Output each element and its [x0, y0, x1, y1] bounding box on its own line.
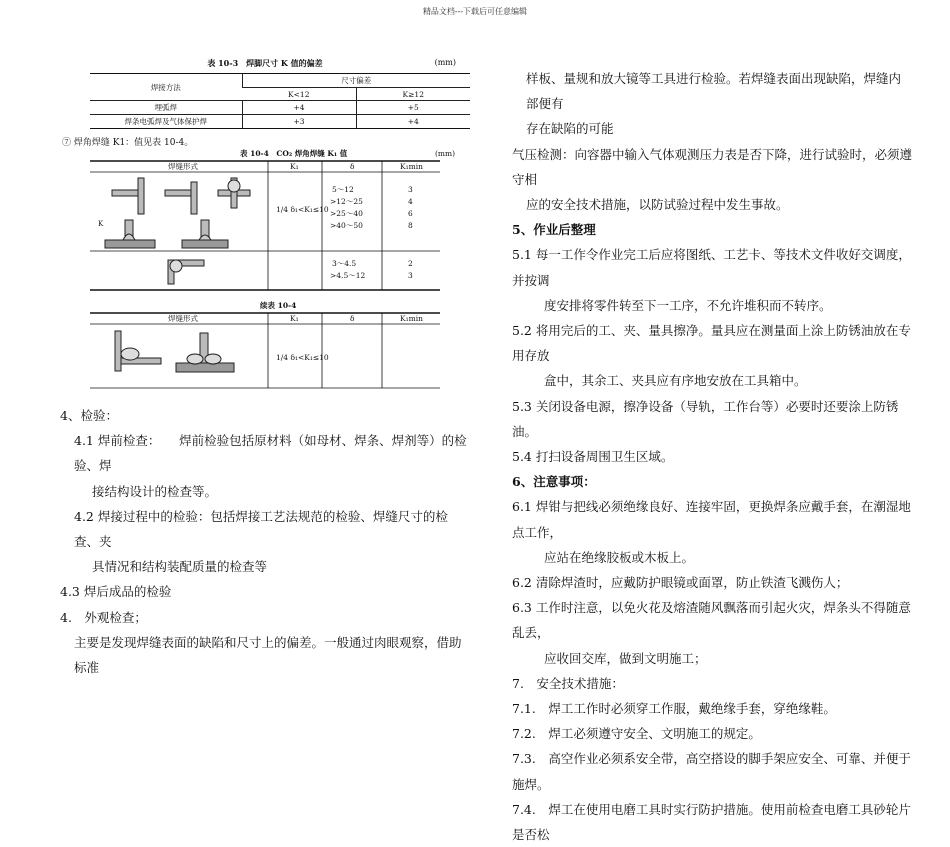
cont-header-delta: δ: [350, 314, 355, 323]
row1-kmin-3: 8: [408, 221, 413, 230]
left-line-7: 主要是发现焊缝表面的缺陷和尺寸上的偏差。一般通过肉眼观察，借助标准: [74, 634, 462, 676]
table-cell: +4: [356, 115, 470, 129]
right-line-17: 7. 安全技术措施：: [512, 675, 624, 691]
table-cell: 埋弧焊: [90, 101, 242, 115]
row2-delta-1: >4.5～12: [330, 271, 366, 280]
left-column: [60, 58, 470, 680]
left-line-1: 4.1 焊前检查： 焊前检验包括原材料（如母材、焊条、焊剂等）的检验、焊: [74, 433, 467, 474]
table-header-cell: 焊接方法: [90, 74, 242, 101]
right-line-20: 7.3. 高空作业必须系安全带，高空搭设的脚手架应安全、可靠、并便于施焊。: [512, 751, 911, 792]
note-7: ⑦ 焊角焊缝 K1：值见表 10-4。: [62, 138, 194, 148]
row2-kmin-0: 2: [408, 259, 413, 268]
right-line-14: 6.2 清除焊渣时，应戴防护眼镜或面罩，防止铁渣飞溅伤人；: [512, 575, 849, 591]
cont-header-form: 焊缝形式: [168, 314, 198, 323]
table-10-4-svg: [90, 148, 470, 403]
row1-delta-0: 5～12: [332, 185, 354, 194]
table-header-cell: 尺寸偏差: [242, 74, 470, 88]
table-10-4-unit: (mm): [435, 149, 456, 158]
right-line-13: 应站在绝缘胶板或木板上。: [544, 549, 695, 565]
weld-sketch-group-1: [105, 178, 250, 248]
right-line-21: 7.4. 焊工在使用电磨工具时实行防护措施。使用前检查电磨工具砂轮片是否松: [512, 801, 911, 843]
right-line-19: 7.2. 焊工必须遵守安全、文明施工的规定。: [512, 726, 761, 742]
table-cell: +4: [242, 101, 356, 115]
weld-sketch-group-3: [115, 331, 234, 372]
row2-kmin-1: 3: [408, 271, 413, 280]
right-line-3: 应的安全技术措施，以防试验过程中发生事故。: [526, 197, 789, 213]
row1-kmin-1: 4: [408, 197, 413, 206]
col-header-kmin: K₁min: [400, 162, 423, 171]
right-line-18: 7.1. 焊工工作时必须穿工作服，戴绝缘手套，穿绝缘鞋。: [512, 701, 836, 717]
table-10-4-title: 表 10-4 CO₂ 焊角焊缝 K₁ 值: [240, 149, 348, 158]
row1-delta-1: >12～25: [330, 197, 363, 206]
table-10-3-caption: [60, 58, 470, 69]
right-line-16: 应收回交库，做到文明施工；: [544, 650, 707, 666]
left-line-2: 接结构设计的检查等。: [92, 483, 218, 499]
left-body-text: [60, 403, 470, 680]
table-cell: +5: [356, 101, 470, 115]
right-column: [512, 66, 912, 847]
row1-kmin-2: 6: [408, 209, 413, 218]
row1-k1: 1/4 δ₁<K₁≤10: [276, 205, 329, 214]
right-line-9: 5.3 关闭设备电源，擦净设备（导轨，工作台等）必要时还要涂上防锈油。: [512, 398, 899, 439]
right-line-0: 样板、量规和放大镜等工具进行检验。若焊缝表面出现缺陷，焊缝内部便有: [526, 71, 902, 112]
table-10-3-unit: (mm): [434, 58, 456, 67]
right-line-6: 度安排将零件转至下一工序，不允许堆积而不转序。: [544, 297, 832, 313]
right-line-7: 5.2 将用完后的工、夹、量具擦净。量具应在测量面上涂上防锈油放在专用存放: [512, 323, 911, 364]
table-10-4-figure: [90, 148, 470, 407]
left-line-0: 4、检验：: [60, 408, 118, 423]
table-10-4-cont-title: 续表 10-4: [260, 301, 297, 310]
row1-delta-3: >40～50: [330, 221, 363, 230]
right-line-2: 气压检测：向容器中输入气体观测压力表是否下降，进行试验时，必须遵守相: [512, 146, 913, 187]
col-header-form: 焊缝形式: [168, 162, 198, 171]
table-header-cell: K≥12: [356, 88, 470, 101]
weld-sketch-group-2: [168, 260, 204, 284]
row2-delta-0: 3～4.5: [332, 259, 357, 268]
right-line-1: 存在缺陷的可能: [526, 121, 614, 137]
right-line-8: 盒中，其余工、夹具应有序地安放在工具箱中。: [544, 373, 807, 389]
right-line-5: 5.1 每一工作令作业完工后应将图纸、工艺卡、等技术文件收好交调度，并按调: [512, 247, 911, 288]
table-10-3-title: 表 10-3 焊脚尺寸 K 值的偏差: [207, 58, 323, 68]
right-line-10: 5.4 打扫设备周围卫生区域。: [512, 449, 674, 465]
right-line-11: 6、注意事项：: [512, 474, 596, 490]
cont-header-k1: K₁: [290, 314, 299, 323]
right-line-4: 5、作业后整理: [512, 222, 596, 238]
left-line-5: 4.3 焊后成品的检验: [60, 584, 172, 600]
left-line-3: 4.2 焊接过程中的检验：包括焊接工艺法规范的检验、焊缝尺寸的检查、夹: [74, 508, 448, 550]
table-cell: +3: [242, 115, 356, 129]
row1-delta-2: >25～40: [330, 209, 363, 218]
cont-row1-k1: 1/4 δ₁<K₁≤10: [276, 353, 329, 362]
col-header-delta: δ: [350, 162, 355, 171]
right-line-15: 6.3 工作时注意，以免火花及熔渣随风飘落而引起火灾，焊条头不得随意乱丢，: [512, 600, 911, 641]
table-cell: 焊条电弧焊及气体保护焊: [90, 115, 242, 129]
table-10-3: [90, 73, 470, 129]
col-header-k1: K₁: [290, 162, 299, 171]
left-line-4: 具情况和结构装配质量的检查等: [92, 559, 268, 575]
table-row: [90, 101, 470, 115]
table-row: [90, 115, 470, 129]
label-k-sketch: K: [98, 220, 104, 228]
right-line-12: 6.1 焊钳与把线必须绝缘良好、连接牢固，更换焊条应戴手套，在潮湿地点工作，: [512, 499, 911, 540]
cont-header-kmin: K₁min: [400, 314, 423, 323]
left-line-6: 4. 外观检查；: [60, 609, 147, 625]
row1-kmin-0: 3: [408, 185, 413, 194]
page-header-note: 精品文档---下载后可任意编辑: [422, 7, 528, 16]
table-header-cell: K<12: [242, 88, 356, 101]
